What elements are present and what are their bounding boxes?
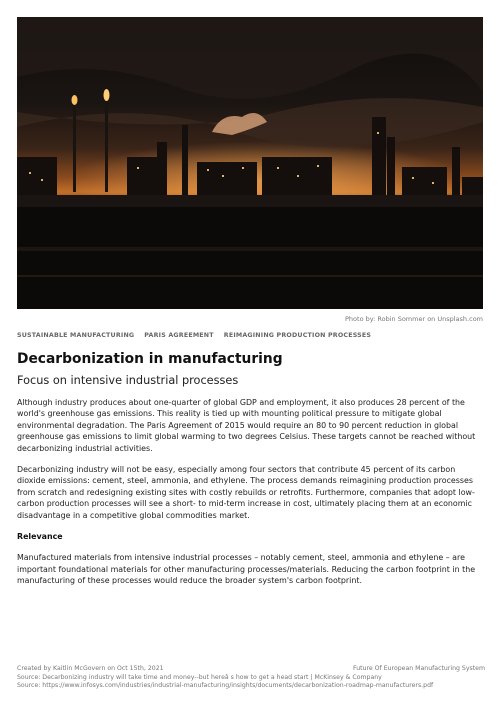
tag-paris-agreement[interactable]: PARIS AGREEMENT (144, 332, 214, 339)
page-subtitle: Focus on intensive industrial processes (17, 374, 239, 387)
paragraph-challenges: Decarbonizing industry will not be easy, especially among four sectors that contribute 45 percent of its carbon dioxide emissions: cement, steel, ammonia, and ethylene. The process demands reimagining production processes from scratch and redesigning existing sites with costly rebuilds or retrofits. Furthermore, companies that adopt low-carbon production processes will see a short- to mid-term increase in cost, ultimately placing them at an economic disadvantage in a competitive global commodities market. (17, 465, 475, 520)
footer-meta (17, 665, 485, 674)
industrial-plant-image (17, 17, 483, 309)
page-footer (17, 665, 485, 691)
footer-source-1: Source: Decarbonizing industry will take time and money--but hereâ s how to get a head start | McKinsey & Company (17, 673, 382, 681)
footer-source-2[interactable]: Source: https://www.infosys.com/industries/industrial-manufacturing/insights/documents/decarbonization-roadmap-manufacturers.pdf (17, 682, 434, 690)
footer-created: Created by Kaitlin McGovern on Oct 15th, 2021 (17, 665, 164, 672)
tag-reimagining-production-processes[interactable]: REIMAGINING PRODUCTION PROCESSES (223, 332, 372, 339)
article-body (17, 397, 485, 597)
tag-list (17, 332, 371, 339)
relevance-heading: Relevance (17, 532, 63, 542)
photo-credit: Photo by: Robin Sommer on Unsplash.com (345, 315, 483, 323)
paragraph-intro: Although industry produces about one-quarter of global GDP and employment, it also produces 28 percent of the world's greenhouse gas emissions. This reality is tied up with mounting political pressure to mitigate global environmental degradation. The Paris Agreement of 2015 would require an 80 to 90 percent reduction in global greenhouse gas emissions to limit global warming to two degrees Celsius. These targets cannot be reached without decarbonizing industrial activities. (17, 398, 476, 453)
footer-project: Future Of European Manufacturing System (353, 665, 485, 672)
relevance-text: Manufactured materials from intensive industrial processes – notably cement, steel, ammonia and ethylene – are important foundational materials for other manufacturing processes/materials. Reducing the carbon footprint in the manufacturing of these processes would reduce the broader system's carbon footprint. (17, 553, 476, 586)
header-photo (17, 17, 483, 309)
tag-sustainable-manufacturing[interactable]: SUSTAINABLE MANUFACTURING (17, 332, 135, 339)
page-title: Decarbonization in manufacturing (17, 351, 283, 367)
